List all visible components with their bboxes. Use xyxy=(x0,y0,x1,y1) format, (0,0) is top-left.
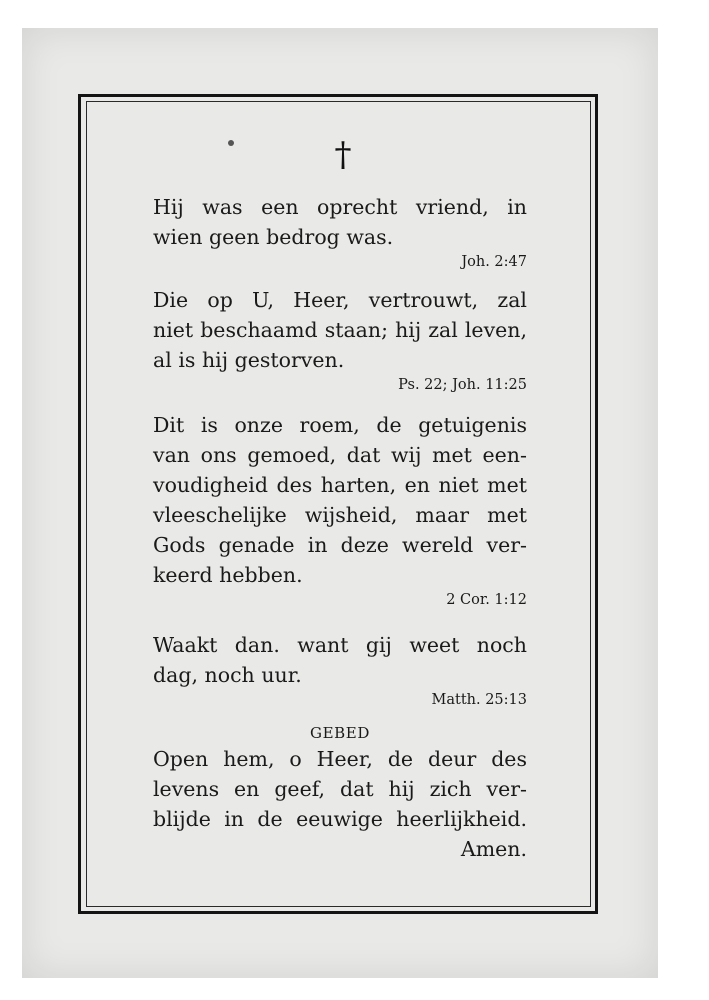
verse-reference: Matth. 25:13 xyxy=(431,692,527,708)
verse-line: voudigheid des harten, en niet met xyxy=(153,473,527,497)
prayer-line: blijde in de eeuwige heerlijkheid. xyxy=(153,807,527,831)
verse-line: wien geen bedrog was. xyxy=(153,225,394,249)
cross-icon: † xyxy=(334,135,352,175)
prayer-heading: GEBED xyxy=(310,724,370,742)
verse-line: niet beschaamd staan; hij zal leven, xyxy=(153,318,527,342)
ink-speck xyxy=(228,140,234,146)
verse-reference: Joh. 2:47 xyxy=(461,254,527,270)
prayer-line: levens en geef, dat hij zich ver- xyxy=(153,777,527,801)
verse-block-1 xyxy=(153,192,527,272)
verse-line: van ons gemoed, dat wij met een- xyxy=(153,443,527,467)
verse-block-2 xyxy=(153,285,527,395)
verse-line: Waakt dan. want gij weet noch xyxy=(153,633,527,657)
prayer-line: Open hem, o Heer, de deur des xyxy=(153,747,527,771)
verse-line: dag, noch uur. xyxy=(153,663,302,687)
prayer-closing: Amen. xyxy=(460,837,527,861)
verse-line: vleeschelijke wijsheid, maar met xyxy=(153,503,527,527)
verse-line: Gods genade in deze wereld ver- xyxy=(153,533,527,557)
verse-line: Dit is onze roem, de getuigenis xyxy=(153,413,527,437)
verse-block-3 xyxy=(153,410,527,610)
prayer-block xyxy=(153,722,527,864)
verse-line: keerd hebben. xyxy=(153,563,303,587)
verse-line: al is hij gestorven. xyxy=(153,348,345,372)
verse-line: Hij was een oprecht vriend, in xyxy=(153,195,527,219)
verse-reference: Ps. 22; Joh. 11:25 xyxy=(398,377,527,393)
verse-line: Die op U, Heer, vertrouwt, zal xyxy=(153,288,527,312)
verse-reference: 2 Cor. 1:12 xyxy=(446,592,527,608)
verse-block-4 xyxy=(153,630,527,710)
